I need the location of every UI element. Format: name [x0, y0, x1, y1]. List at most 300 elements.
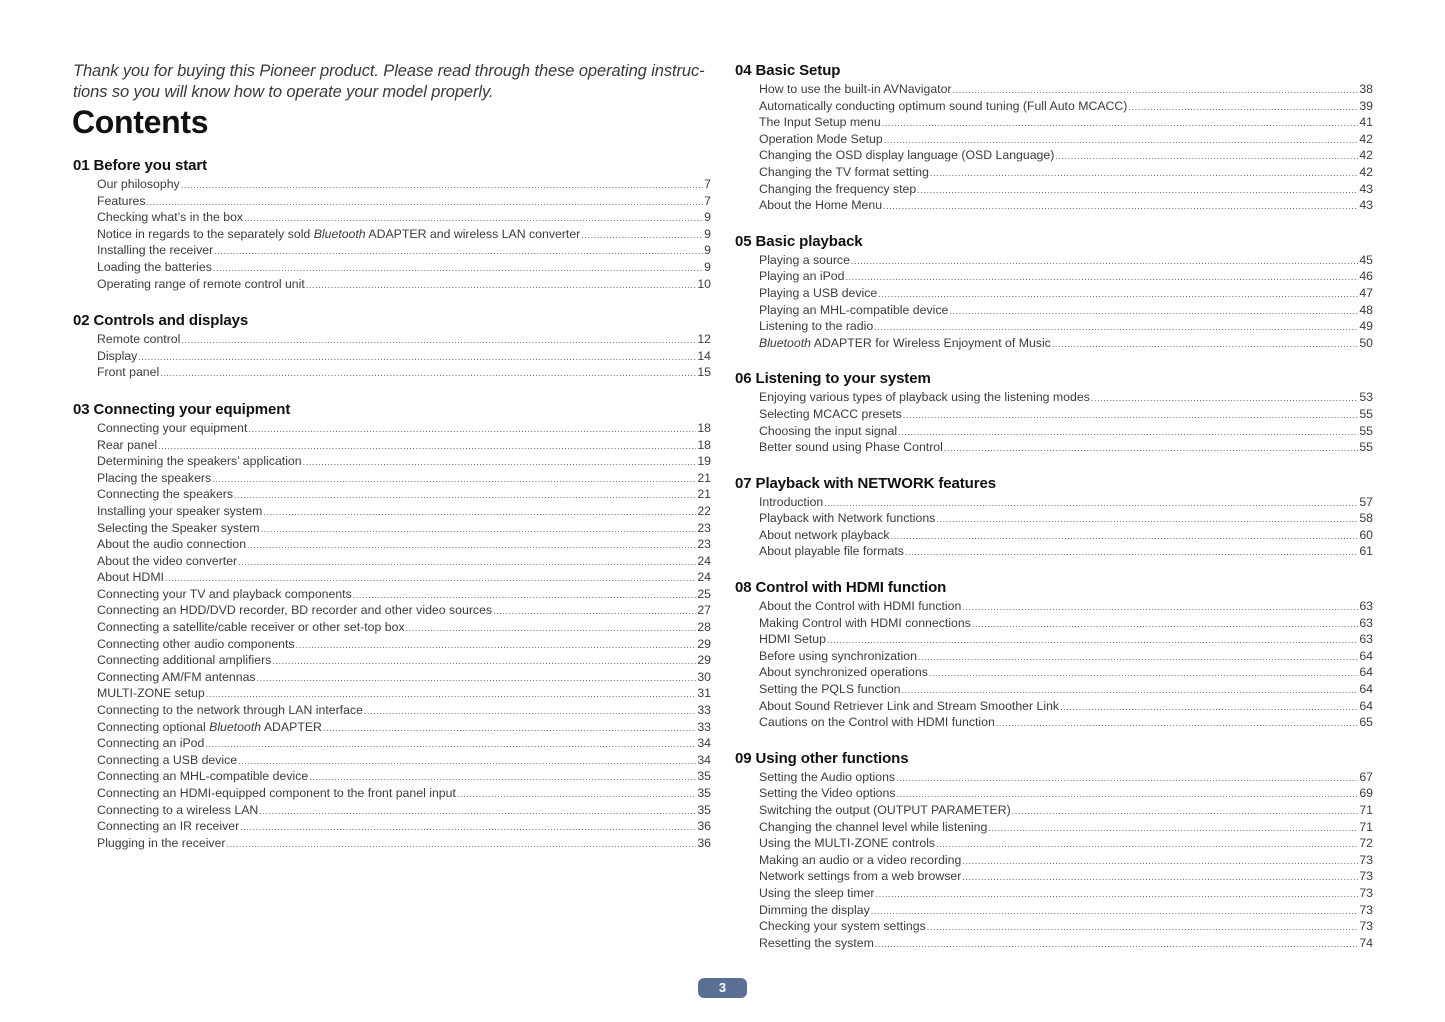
toc-section-04 — [735, 61, 1373, 214]
dot-leader — [212, 471, 696, 488]
dot-leader — [1052, 336, 1358, 353]
toc-entry[interactable] — [97, 470, 711, 487]
toc-entry[interactable] — [759, 868, 1373, 885]
entry-title-text: About HDMI — [97, 570, 164, 585]
dot-leader — [917, 182, 1358, 199]
dot-leader — [824, 495, 1358, 512]
toc-entry[interactable] — [759, 147, 1373, 164]
dot-leader — [181, 332, 696, 349]
toc-entry[interactable] — [97, 536, 711, 553]
entry-title-text: Determining the speakers’ application — [97, 454, 302, 469]
entry-title — [97, 569, 164, 586]
entry-title — [759, 598, 961, 615]
entry-page-number: 71 — [1359, 819, 1373, 834]
toc-entry[interactable] — [759, 852, 1373, 869]
entry-title — [759, 835, 935, 852]
dot-leader — [883, 198, 1358, 215]
entry-title-text: Automatically conducting optimum sound tuning (Full Auto MCACC) — [759, 98, 1128, 113]
toc-entry[interactable] — [97, 348, 711, 365]
dot-leader — [898, 424, 1358, 441]
entry-title — [97, 348, 137, 365]
entry-title-text: Changing the TV format setting — [759, 164, 929, 179]
toc-entry[interactable] — [97, 702, 711, 719]
entry-title — [97, 785, 456, 802]
entry-title — [97, 486, 233, 503]
toc-entry[interactable] — [759, 615, 1373, 632]
dot-leader — [962, 869, 1358, 886]
entry-title-text: Changing the channel level while listening — [759, 819, 988, 834]
section-heading[interactable]: 09 Using other functions — [735, 749, 909, 767]
toc-entry[interactable] — [97, 586, 711, 603]
entry-page-number: 43 — [1359, 181, 1373, 196]
entry-title — [97, 536, 246, 553]
toc-section-02 — [73, 311, 711, 381]
entry-title — [97, 276, 305, 293]
dot-leader — [138, 349, 696, 366]
entry-title-text: Cautions on the Control with HDMI function — [759, 715, 995, 730]
toc-entry[interactable] — [759, 335, 1373, 352]
entry-page-number: 34 — [697, 752, 711, 767]
entry-title — [97, 193, 146, 210]
entry-title — [759, 819, 987, 836]
toc-entry[interactable] — [759, 681, 1373, 698]
toc-entry[interactable] — [97, 176, 711, 193]
toc-section-03 — [73, 400, 711, 851]
entry-title-text: Loading the batteries — [97, 259, 212, 274]
dot-leader — [181, 177, 703, 194]
section-heading[interactable]: 06 Listening to your system — [735, 370, 931, 388]
toc-entry[interactable] — [759, 389, 1373, 406]
toc-entry[interactable] — [759, 318, 1373, 335]
entry-page-number: 46 — [1359, 269, 1373, 284]
dot-leader — [875, 936, 1358, 953]
entry-page-number: 19 — [697, 454, 711, 469]
entry-title-text: About network playback — [759, 527, 890, 542]
toc-entry[interactable] — [759, 98, 1373, 115]
entry-page-number: 50 — [1359, 335, 1373, 350]
dot-leader — [303, 454, 697, 471]
entry-title-text: Making Control with HDMI connections — [759, 615, 971, 630]
toc-entry[interactable] — [97, 226, 711, 243]
toc-section-06 — [735, 369, 1373, 455]
entry-title — [759, 197, 882, 214]
section-entries — [73, 331, 711, 381]
dot-leader — [364, 703, 696, 720]
dot-leader — [457, 786, 696, 803]
entry-title-text: About the audio connection — [97, 537, 247, 552]
toc-entry[interactable] — [759, 714, 1373, 731]
entry-title — [759, 302, 948, 319]
entry-title — [759, 885, 875, 902]
entry-title — [97, 437, 157, 454]
entry-title-text: Before using synchronization — [759, 648, 917, 663]
entry-page-number: 35 — [697, 769, 711, 784]
entry-page-number: 55 — [1359, 423, 1373, 438]
dot-leader — [213, 260, 703, 277]
toc-entry[interactable] — [759, 698, 1373, 715]
toc-entry[interactable] — [97, 331, 711, 348]
toc-entry[interactable] — [97, 259, 711, 276]
entry-title — [759, 785, 896, 802]
entry-title — [759, 902, 870, 919]
entry-title — [759, 935, 874, 952]
dot-leader — [147, 194, 704, 211]
entry-page-number: 9 — [704, 243, 711, 258]
entry-title-text: HDMI Setup — [759, 632, 826, 647]
section-heading[interactable]: 04 Basic Setup — [735, 62, 841, 79]
entry-title-text: Checking your system settings — [759, 919, 926, 934]
toc-entry[interactable] — [759, 114, 1373, 131]
entry-page-number: 34 — [697, 736, 711, 751]
entry-title — [759, 714, 995, 731]
section-heading[interactable]: 05 Basic playback — [735, 232, 863, 250]
entry-title-text: Connecting to the network through LAN interface — [97, 703, 363, 718]
dot-leader — [953, 82, 1359, 99]
entry-title — [759, 131, 883, 148]
dot-leader — [247, 537, 696, 554]
entry-title-text: Checking what’s in the box — [97, 210, 244, 225]
dot-leader — [891, 528, 1359, 545]
toc-entry[interactable] — [97, 835, 711, 852]
section-heading[interactable]: 07 Playback with NETWORK features — [735, 474, 996, 492]
entry-title-text: Connecting an iPod — [97, 736, 205, 751]
entry-title — [97, 636, 295, 653]
entry-page-number: 25 — [697, 586, 711, 601]
dot-leader — [238, 554, 696, 571]
entry-page-number: 73 — [1359, 902, 1373, 917]
entry-title — [759, 543, 904, 560]
dot-leader — [309, 769, 696, 786]
entry-title — [759, 268, 844, 285]
dot-leader — [845, 269, 1358, 286]
entry-title-text: Connecting a USB device — [97, 752, 238, 767]
dot-leader — [1091, 390, 1358, 407]
dot-leader — [160, 365, 696, 382]
dot-leader — [871, 903, 1359, 920]
toc-entry[interactable] — [759, 494, 1373, 511]
toc-entry[interactable] — [759, 885, 1373, 902]
toc-entry[interactable] — [97, 209, 711, 226]
entry-title-text: Display — [97, 348, 138, 363]
toc-entry[interactable] — [97, 553, 711, 570]
dot-leader — [206, 686, 697, 703]
toc-entry[interactable] — [759, 81, 1373, 98]
entry-title-text: Playing a source — [759, 252, 850, 267]
entry-title — [97, 209, 243, 226]
dot-leader — [234, 487, 696, 504]
section-entries — [735, 81, 1373, 214]
toc-entry[interactable] — [97, 364, 711, 381]
entry-title — [759, 164, 929, 181]
toc-entry[interactable] — [97, 652, 711, 669]
entry-title-text: Making an audio or a video recording — [759, 852, 962, 867]
page-number-badge: 3 — [698, 978, 747, 998]
toc-entry[interactable] — [759, 902, 1373, 919]
entry-title — [97, 719, 322, 736]
entry-title-text: Operating range of remote control unit — [97, 276, 305, 291]
entry-page-number: 73 — [1359, 869, 1373, 884]
entry-title — [759, 648, 917, 665]
entry-title-text: How to use the built-in AVNavigator — [759, 82, 952, 96]
toc-entry[interactable] — [759, 664, 1373, 681]
entry-title-text: Connecting other audio components — [97, 636, 295, 651]
entry-title-text: Connecting an MHL-compatible device — [97, 769, 309, 784]
toc-entry[interactable] — [759, 164, 1373, 181]
toc-entry[interactable] — [759, 439, 1373, 456]
dot-leader — [944, 440, 1358, 457]
dot-leader — [263, 504, 696, 521]
entry-title — [759, 114, 881, 131]
dot-leader — [244, 210, 703, 227]
dot-leader — [896, 770, 1358, 787]
dot-leader — [878, 286, 1358, 303]
entry-title-text: Placing the speakers — [97, 470, 212, 485]
toc-entry[interactable] — [97, 242, 711, 259]
dot-leader — [1060, 699, 1358, 716]
toc-entry[interactable] — [759, 510, 1373, 527]
entry-title — [759, 615, 971, 632]
entry-page-number: 73 — [1359, 919, 1373, 934]
toc-entry[interactable] — [759, 527, 1373, 544]
entry-page-number: 27 — [697, 603, 711, 618]
toc-entry[interactable] — [97, 768, 711, 785]
section-entries — [735, 389, 1373, 455]
toc-entry[interactable] — [759, 543, 1373, 560]
dot-leader — [936, 511, 1358, 528]
dot-leader — [902, 682, 1359, 699]
entry-page-number: 73 — [1359, 885, 1373, 900]
entry-page-number: 73 — [1359, 852, 1373, 867]
toc-entry[interactable] — [97, 276, 711, 293]
entry-title — [759, 285, 877, 302]
section-heading[interactable]: 01 Before you start — [73, 157, 207, 174]
entry-title-text: Features — [97, 193, 146, 208]
dot-leader — [882, 115, 1359, 132]
entry-title-text: The Input Setup menu — [759, 115, 881, 130]
toc-entry[interactable] — [97, 719, 711, 736]
toc-entry[interactable] — [759, 648, 1373, 665]
entry-page-number: 31 — [697, 686, 711, 701]
toc-entry[interactable] — [97, 752, 711, 769]
toc-entry[interactable] — [97, 453, 711, 470]
dot-leader — [996, 715, 1359, 732]
entry-title — [97, 818, 239, 835]
entry-page-number: 39 — [1359, 98, 1373, 113]
toc-entry[interactable] — [97, 569, 711, 586]
toc-entry[interactable] — [759, 598, 1373, 615]
toc-entry[interactable] — [759, 197, 1373, 214]
entry-title — [759, 335, 1051, 352]
entry-title — [97, 835, 226, 852]
toc-entry[interactable] — [97, 503, 711, 520]
entry-page-number: 49 — [1359, 319, 1373, 334]
entry-title — [759, 81, 952, 98]
entry-title — [97, 652, 271, 669]
toc-entry[interactable] — [759, 769, 1373, 786]
toc-entry[interactable] — [97, 602, 711, 619]
entry-page-number: 28 — [697, 620, 711, 635]
entry-page-number: 63 — [1359, 599, 1373, 614]
section-heading[interactable]: 08 Control with HDMI function — [735, 579, 947, 597]
entry-page-number: 18 — [697, 437, 711, 452]
entry-title — [97, 453, 302, 470]
entry-title — [759, 98, 1127, 115]
entry-title — [759, 664, 928, 681]
dot-leader — [929, 665, 1358, 682]
toc-entry[interactable] — [97, 669, 711, 686]
entry-page-number: 61 — [1359, 544, 1373, 559]
entry-page-number: 71 — [1359, 803, 1373, 817]
entry-title-text: Connecting your equipment — [97, 420, 248, 435]
entry-page-number: 42 — [1359, 164, 1373, 179]
dot-leader — [972, 616, 1358, 633]
toc-entry[interactable] — [759, 302, 1373, 319]
toc-entry[interactable] — [759, 252, 1373, 269]
dot-leader — [962, 853, 1358, 870]
section-heading[interactable]: 03 Connecting your equipment — [73, 400, 291, 418]
toc-entry[interactable] — [97, 619, 711, 636]
entry-title-text: Notice in regards to the separately sold — [97, 226, 314, 241]
entry-page-number: 12 — [697, 332, 711, 347]
dot-leader — [165, 570, 696, 587]
toc-entry[interactable] — [97, 437, 711, 454]
toc-entry[interactable] — [759, 131, 1373, 148]
entry-title-text: Connecting AM/FM antennas — [97, 669, 256, 684]
entry-page-number: 67 — [1359, 769, 1373, 784]
entry-page-number: 21 — [697, 470, 711, 485]
toc-entry[interactable] — [759, 181, 1373, 198]
dot-leader — [205, 736, 696, 753]
toc-entry[interactable] — [97, 420, 711, 437]
entry-title — [759, 918, 926, 935]
entry-page-number: 35 — [697, 786, 711, 800]
toc-entry[interactable] — [759, 631, 1373, 648]
entry-page-number: 7 — [704, 193, 711, 208]
toc-section-09 — [735, 749, 1373, 952]
toc-entry[interactable] — [759, 785, 1373, 802]
entry-title — [759, 181, 916, 198]
entry-page-number: 43 — [1359, 198, 1373, 213]
dot-leader — [927, 919, 1359, 936]
toc-entry[interactable] — [97, 520, 711, 537]
toc-entry[interactable] — [97, 193, 711, 210]
entry-title-text: Connecting an IR receiver — [97, 819, 240, 834]
toc-entry[interactable] — [97, 818, 711, 835]
toc-entry[interactable] — [97, 685, 711, 702]
dot-leader — [876, 886, 1359, 903]
entry-title-text: Playing an iPod — [759, 269, 845, 284]
section-entries — [735, 252, 1373, 352]
entry-title-text: Connecting an HDD/DVD recorder, BD recorder and other video sources — [97, 603, 493, 618]
dot-leader — [272, 653, 696, 670]
toc-entry[interactable] — [759, 918, 1373, 935]
entry-page-number: 55 — [1359, 440, 1373, 455]
entry-page-number: 14 — [697, 348, 711, 363]
entry-page-number: 38 — [1359, 82, 1373, 96]
toc-entry[interactable] — [97, 735, 711, 752]
entry-page-number: 42 — [1359, 148, 1373, 163]
entry-page-number: 72 — [1359, 836, 1373, 851]
entry-title-text: About synchronized operations — [759, 665, 928, 680]
entry-page-number: 23 — [697, 537, 711, 552]
dot-leader — [1128, 99, 1358, 116]
dot-leader — [827, 632, 1358, 649]
entry-page-number: 63 — [1359, 615, 1373, 630]
toc-entry[interactable] — [759, 819, 1373, 836]
entry-title-text: Selecting MCACC presets — [759, 406, 902, 421]
entry-title-text: Using the sleep timer — [759, 885, 875, 900]
entry-title — [97, 685, 205, 702]
entry-title-text: MULTI-ZONE setup — [97, 686, 205, 701]
toc-entry[interactable] — [97, 486, 711, 503]
entry-title — [759, 769, 895, 786]
toc-section-05 — [735, 232, 1373, 352]
toc-entry[interactable] — [759, 423, 1373, 440]
toc-entry[interactable] — [759, 835, 1373, 852]
entry-title-text: Playing a USB device — [759, 285, 878, 300]
toc-entry[interactable] — [759, 802, 1373, 819]
toc-entry[interactable] — [759, 268, 1373, 285]
dot-leader — [930, 165, 1358, 182]
toc-entry[interactable] — [759, 285, 1373, 302]
dot-leader — [261, 521, 697, 538]
entry-title — [97, 602, 492, 619]
toc-entry[interactable] — [759, 935, 1373, 952]
toc-entry[interactable] — [97, 636, 711, 653]
entry-title-text: About Sound Retriever Link and Stream Smoother Link — [759, 698, 1060, 713]
entry-title-text: Connecting additional amplifiers — [97, 653, 272, 668]
entry-title-text: Installing your speaker system — [97, 503, 263, 518]
intro-text: Thank you for buying this Pioneer product. Please read through these operating instruc-tions so you will know how to operate your model properly. — [73, 62, 705, 101]
toc-entry[interactable] — [97, 802, 711, 819]
section-entries — [735, 598, 1373, 731]
entry-title — [97, 520, 260, 537]
entry-title-text: Connecting optional — [97, 719, 210, 734]
dot-leader — [323, 720, 696, 737]
section-heading[interactable]: 02 Controls and displays — [73, 312, 249, 330]
entry-title-text: Enjoying various types of playback using the listening modes — [759, 390, 1090, 405]
section-entries — [735, 769, 1373, 952]
entry-page-number: 41 — [1359, 115, 1373, 130]
entry-title — [759, 527, 890, 544]
entry-title — [97, 176, 180, 193]
dot-leader — [240, 819, 696, 836]
section-entries — [73, 176, 711, 292]
entry-title-text: Front panel — [97, 365, 160, 380]
entry-title-text: Connecting to a wireless LAN — [97, 802, 259, 817]
entry-page-number: 58 — [1359, 511, 1373, 526]
entry-page-number: 64 — [1359, 698, 1373, 713]
entry-title-text: Rear panel — [97, 437, 158, 452]
entry-page-number: 10 — [697, 276, 711, 291]
toc-entry[interactable] — [97, 785, 711, 802]
dot-leader — [949, 303, 1358, 320]
entry-page-number: 45 — [1359, 252, 1373, 267]
entry-title — [97, 364, 159, 381]
entry-page-number: 9 — [704, 226, 711, 241]
entry-title — [97, 331, 180, 348]
entry-page-number: 42 — [1359, 131, 1373, 146]
entry-title-text: Better sound using Phase Control — [759, 440, 943, 455]
entry-title-text: About the Home Menu — [759, 198, 883, 213]
entry-page-number: 65 — [1359, 715, 1373, 730]
entry-page-number: 22 — [697, 503, 711, 518]
dot-leader — [406, 620, 697, 637]
toc-entry[interactable] — [759, 406, 1373, 423]
dot-leader — [903, 407, 1358, 424]
entry-page-number: 7 — [704, 177, 711, 191]
entry-title-text: About playable file formats — [759, 544, 904, 559]
